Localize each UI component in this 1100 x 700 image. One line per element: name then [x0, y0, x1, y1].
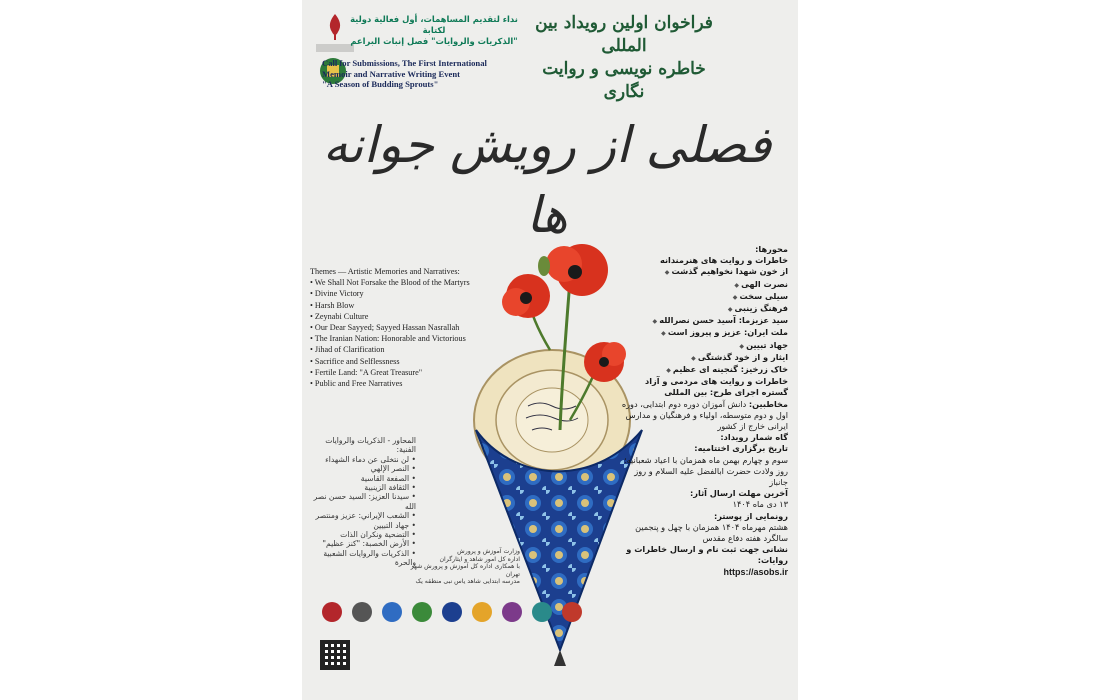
list-item: جهاد تبیین ◆: [618, 340, 788, 352]
info-column: [618, 244, 788, 578]
public-heading: خاطرات و روایت های مردمی و آزاد: [645, 376, 788, 387]
call-ar-line1: نداء لتقديم المساهمات، أول فعالية دولية لكتابة: [350, 14, 518, 35]
themes-en: [310, 266, 530, 389]
list-item: • Our Dear Sayyed; Sayyed Hassan Nasrallah: [310, 322, 530, 333]
call-en: [322, 58, 532, 90]
list-item: • التضحية ونكران الذات: [308, 530, 416, 539]
unveil-value: هشتم مهرماه ۱۴۰۴ همزمان با چهل و پنجمین سالگرد هفته دفاع مقدس: [635, 521, 788, 544]
deadline-value: ۱۳ دی ماه ۱۴۰۴: [732, 499, 788, 510]
ministry-line4: مدرسه ابتدایی شاهد یاس نبی منطقه یک: [415, 578, 520, 586]
list-item: • الشعب الإيراني: عزيز ومنتصر: [308, 511, 416, 520]
axes-list: [618, 266, 788, 376]
timeline-label: گاه شمار رویداد:: [720, 432, 788, 443]
list-item: • Zeynabi Culture: [310, 311, 530, 322]
call-en-line1: Call for Submissions, The First International: [322, 58, 487, 68]
partner-logo-icon: [412, 602, 432, 622]
unveil-label: رونمایی از پوستر:: [714, 510, 788, 521]
themes-ar-heading: المحاور - الذكريات والروايات الفنية:: [325, 436, 416, 455]
list-item: • Fertile Land: "A Great Treasure": [310, 367, 530, 378]
list-item: ملت ایران: عزیز و پیروز است ◆: [618, 327, 788, 339]
ministry-credits: [398, 548, 520, 586]
partner-logo-icon: [472, 602, 492, 622]
list-item: • الذكريات والروايات الشعبية والحرة: [308, 549, 416, 568]
list-item: • Public and Free Narratives: [310, 378, 530, 389]
emblem-icon: [324, 12, 346, 42]
partner-logos: [322, 600, 622, 624]
ministry-line1: وزارت آموزش و پرورش: [457, 548, 520, 555]
deadline-label: آخرین مهلت ارسال آثار:: [690, 488, 788, 499]
ceremony-label: تاریخ برگزاری اختتامیه:: [694, 443, 788, 454]
list-item: فرهنگ زینبی ◆: [618, 303, 788, 315]
call-en-line3: "A Season of Budding Sprouts": [322, 79, 439, 89]
partner-logo-icon: [382, 602, 402, 622]
main-title: فصلی از رویش جوانه ها: [322, 116, 772, 244]
list-item: • Harsh Blow: [310, 300, 530, 311]
list-item: سید عزیزما: آسید حسن نصرالله ◆: [618, 315, 788, 327]
poster: [302, 0, 798, 700]
call-en-line2: Memoir and Narrative Writing Event: [322, 68, 460, 79]
axes-heading: محورها:: [755, 244, 788, 254]
ministry-line3: با همکاری اداره کل آموزش و پرورش شهر تهران: [410, 563, 520, 578]
call-ar: [350, 14, 518, 47]
partner-logo-icon: [442, 602, 462, 622]
list-item: • Jihad of Clarification: [310, 344, 530, 355]
call-fa-line1: فراخوان اولین رویداد بین المللی: [535, 13, 713, 56]
partner-logo-icon: [322, 602, 342, 622]
qr-code-icon[interactable]: [320, 640, 350, 670]
poppy-flower-top: [546, 244, 608, 296]
audience-label: مخاطبین:: [748, 398, 788, 409]
registration-url[interactable]: https://asobs.ir: [723, 566, 788, 577]
themes-en-heading: Themes — Artistic Memories and Narratives:: [310, 267, 460, 276]
emblem-caption: [316, 44, 354, 52]
ministry-line2: اداره کل امور شاهد و ایثارگران: [439, 555, 520, 563]
list-item: • جهاد التبيين: [308, 521, 416, 530]
partner-logo-icon: [502, 602, 522, 622]
partner-logo-icon: [562, 602, 582, 622]
list-item: • Sacrifice and Selflessness: [310, 356, 530, 367]
themes-en-list: [310, 277, 530, 389]
list-item: • الصفعة القاسية: [308, 474, 416, 483]
scope-value: بین المللی: [664, 387, 708, 398]
list-item: • الثقافة الزينبية: [308, 483, 416, 492]
list-item: • لن نتخلى عن دماء الشهداء: [308, 455, 416, 464]
call-ar-line2: "الذكريات والروايات" فصل إنبات البراعم: [350, 36, 518, 46]
list-item: • الأرض الخصبة: "كنز عظيم": [308, 539, 416, 548]
partner-logo-icon: [352, 602, 372, 622]
audience-value: دانش آموزان دوره دوم ابتدایی، دوره اول و دوم متوسطه، اولیاء و فرهنگیان و مدارس ایرانی خارج از کشور: [621, 398, 788, 432]
list-item: • The Iranian Nation: Honorable and Victorious: [310, 333, 530, 344]
list-item: • النصر الإلهي: [308, 464, 416, 473]
list-item: • Divine Victory: [310, 288, 530, 299]
partner-logo-icon: [532, 602, 552, 622]
list-item: ایثار و از خود گذشتگی ◆: [618, 352, 788, 364]
list-item: سیلی سخت ◆: [618, 291, 788, 303]
list-item: نصرت الهی ◆: [618, 279, 788, 291]
call-fa: [524, 12, 724, 104]
call-fa-line2: خاطره نویسی و روایت نگاری: [542, 59, 706, 102]
list-item: • سيدنا العزيز: السيد حسن نصر الله: [308, 492, 416, 511]
scope-label: گستره اجرای طرح:: [709, 387, 788, 398]
ceremony-value: سوم و چهارم بهمن ماه همزمان با اعیاد شعبانیه؛ روز ولادت حضرت ابالفضل علیه السلام و روز جانباز: [624, 454, 788, 488]
list-item: از خون شهدا نخواهیم گذشت ◆: [618, 266, 788, 278]
register-label: نشانی جهت ثبت نام و ارسال خاطرات و روایات:: [626, 544, 788, 566]
list-item: • We Shall Not Forsake the Blood of the Martyrs: [310, 277, 530, 288]
list-item: خاک زرخیز: گنجینه ای عظیم ◆: [618, 364, 788, 376]
art-heading: خاطرات و روایت های هنرمندانه: [659, 255, 788, 266]
